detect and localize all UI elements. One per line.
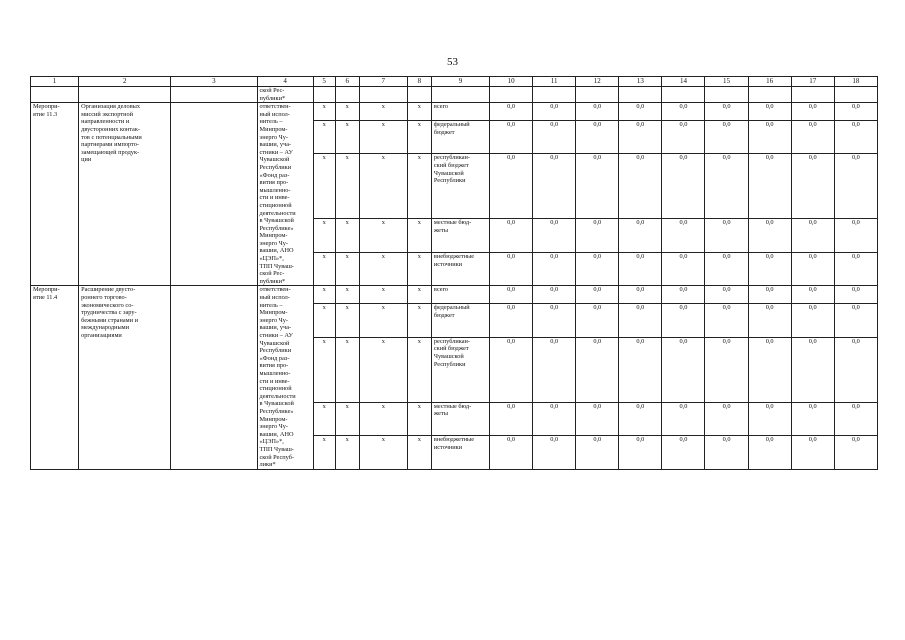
cell-line: ции [81, 156, 92, 164]
cell-line: ской Рес- [259, 270, 285, 278]
cell-line: федеральный [433, 304, 470, 312]
continuation-cell-13 [619, 87, 662, 103]
cell-line: ский бюджет [433, 345, 469, 353]
cell-line: федеральный [433, 120, 470, 128]
cell-line: вашии, уча- [259, 324, 292, 332]
funding-value: 0,0 [705, 402, 748, 436]
column-number-10: 10 [490, 77, 533, 87]
funding-value: 0,0 [490, 304, 533, 338]
funding-value: 0,0 [490, 337, 533, 402]
code-cell: x [313, 120, 335, 154]
cell-line: международными [81, 324, 130, 332]
cell-line: ТПП Чуваш- [259, 262, 294, 270]
cell-line: внебюджетные [433, 252, 475, 260]
funding-value: 0,0 [533, 103, 576, 121]
funding-value: 0,0 [619, 219, 662, 253]
code-cell: x [313, 219, 335, 253]
funding-value: 0,0 [748, 252, 791, 286]
continuation-cell-6 [335, 87, 359, 103]
cell-line: «ЦЭП»*, [259, 255, 284, 263]
funding-value: 0,0 [705, 154, 748, 219]
funding-value: 0,0 [791, 103, 834, 121]
measure-executors [257, 103, 313, 286]
funding-value: 0,0 [791, 304, 834, 338]
funding-source [431, 219, 489, 253]
funding-value: 0,0 [748, 103, 791, 121]
column-number-4: 4 [257, 77, 313, 87]
funding-value: 0,0 [490, 252, 533, 286]
code-cell: x [359, 436, 407, 470]
cell-line: Республики [259, 163, 292, 171]
program-funding-table [30, 76, 878, 470]
funding-value: 0,0 [834, 219, 877, 253]
funding-value: 0,0 [662, 304, 705, 338]
funding-value: 0,0 [705, 103, 748, 121]
funding-value: 0,0 [619, 103, 662, 121]
cell-line: публики* [259, 94, 286, 102]
funding-value: 0,0 [834, 436, 877, 470]
cell-line: в Чувашской [259, 400, 294, 408]
funding-value: 0,0 [662, 286, 705, 304]
funding-value: 0,0 [748, 402, 791, 436]
cell-line: сти и инве- [259, 194, 290, 202]
funding-value: 0,0 [791, 436, 834, 470]
table-row [31, 286, 878, 304]
code-cell: x [407, 252, 431, 286]
measure-code [31, 286, 79, 469]
funding-value: 0,0 [705, 219, 748, 253]
funding-value: 0,0 [748, 304, 791, 338]
cell-line: бежными странами и [81, 316, 138, 324]
cell-line: стники – АУ [259, 332, 293, 339]
funding-value: 0,0 [490, 402, 533, 436]
cell-line: роннего торгово- [81, 294, 127, 302]
cell-line: энерго Чу- [259, 423, 289, 431]
cell-line: Чувашской [259, 156, 290, 164]
cell-line: республикан- [433, 154, 471, 162]
continuation-cell-8 [407, 87, 431, 103]
column-number-17: 17 [791, 77, 834, 87]
funding-value: 0,0 [791, 402, 834, 436]
cell-line: ятие 11.4 [33, 294, 58, 302]
funding-value: 0,0 [533, 252, 576, 286]
code-cell: x [335, 402, 359, 436]
cell-line: Меропри- [33, 286, 60, 294]
funding-value: 0,0 [576, 219, 619, 253]
funding-value: 0,0 [748, 436, 791, 470]
funding-value: 0,0 [791, 252, 834, 286]
cell-line: Республики [433, 177, 466, 185]
funding-value: 0,0 [791, 120, 834, 154]
funding-value: 0,0 [705, 304, 748, 338]
funding-value: 0,0 [705, 436, 748, 470]
continuation-cell-3 [171, 87, 257, 103]
cell-line: энерго Чу- [259, 133, 289, 141]
cell-line: ский бюджет [433, 162, 469, 170]
funding-value: 0,0 [834, 304, 877, 338]
cell-line: местные бюд- [433, 402, 472, 410]
funding-value: 0,0 [490, 286, 533, 304]
funding-value: 0,0 [662, 402, 705, 436]
cell-line: Минпром- [259, 232, 288, 240]
cell-line: стники – АУ [259, 148, 293, 156]
funding-value: 0,0 [490, 120, 533, 154]
column-number-13: 13 [619, 77, 662, 87]
cell-line: Минпром- [259, 415, 288, 423]
continuation-cell-4 [257, 87, 313, 103]
cell-line: лики* [259, 461, 276, 469]
column-number-18: 18 [834, 77, 877, 87]
cell-line: деятельности [259, 392, 296, 400]
funding-value: 0,0 [576, 337, 619, 402]
cell-line: замещающей продук- [81, 148, 140, 156]
cell-line: ный испол- [259, 110, 290, 118]
cell-line: вашии, АНО [259, 247, 294, 255]
column-number-row [31, 77, 878, 87]
funding-value: 0,0 [533, 286, 576, 304]
cell-line: в Чувашской [259, 217, 294, 225]
code-cell: x [359, 402, 407, 436]
funding-source [431, 337, 489, 402]
code-cell: x [335, 219, 359, 253]
funding-value: 0,0 [834, 103, 877, 121]
funding-value: 0,0 [490, 103, 533, 121]
funding-value: 0,0 [748, 286, 791, 304]
funding-value: 0,0 [619, 154, 662, 219]
cell-line: ятие 11.3 [33, 110, 58, 118]
column-number-11: 11 [533, 77, 576, 87]
cell-line: Республике» [259, 224, 294, 232]
code-cell: x [407, 286, 431, 304]
funding-value: 0,0 [576, 436, 619, 470]
funding-source [431, 103, 489, 121]
continuation-cell-17 [791, 87, 834, 103]
code-cell: x [407, 436, 431, 470]
page-number: 53 [447, 56, 458, 68]
cell-line: ской Рес- [259, 87, 285, 94]
cell-line: сти и инве- [259, 377, 290, 385]
cell-line: Республики [433, 360, 466, 368]
cell-line: Чувашской [433, 352, 464, 360]
funding-value: 0,0 [834, 337, 877, 402]
measure-col3 [171, 103, 257, 286]
funding-value: 0,0 [662, 154, 705, 219]
funding-value: 0,0 [619, 286, 662, 304]
cell-line: ответствен- [259, 286, 291, 294]
column-number-6: 6 [335, 77, 359, 87]
code-cell: x [407, 120, 431, 154]
cell-line: Чувашской [433, 169, 464, 177]
table-body [31, 87, 878, 470]
column-number-12: 12 [576, 77, 619, 87]
column-number-15: 15 [705, 77, 748, 87]
funding-value: 0,0 [705, 120, 748, 154]
cell-line: бюджет [433, 311, 455, 319]
funding-value: 0,0 [791, 286, 834, 304]
cell-line: республикан- [433, 337, 471, 345]
cell-line: бюджет [433, 128, 455, 136]
cell-line: источники [433, 260, 463, 268]
column-number-8: 8 [407, 77, 431, 87]
code-cell: x [359, 103, 407, 121]
code-cell: x [313, 154, 335, 219]
funding-value: 0,0 [576, 304, 619, 338]
code-cell: x [313, 402, 335, 436]
funding-value: 0,0 [662, 120, 705, 154]
code-cell: x [407, 219, 431, 253]
cell-line: деятельности [259, 209, 296, 217]
cell-line: стиционной [259, 201, 292, 209]
funding-source [431, 120, 489, 154]
cell-line: энерго Чу- [259, 316, 289, 324]
code-cell: x [407, 103, 431, 121]
code-cell: x [359, 154, 407, 219]
funding-value: 0,0 [619, 436, 662, 470]
measure-col3 [171, 286, 257, 469]
measure-code [31, 103, 79, 286]
continuation-cell-7 [359, 87, 407, 103]
cell-line: ный испол- [259, 294, 290, 302]
cell-line: Республике» [259, 407, 294, 415]
cell-line: ской Респуб- [259, 453, 295, 461]
continuation-cell-11 [533, 87, 576, 103]
cell-line: Минпром- [259, 309, 288, 317]
funding-value: 0,0 [791, 337, 834, 402]
funding-value: 0,0 [619, 120, 662, 154]
cell-line: ТПП Чуваш- [259, 445, 294, 453]
code-cell: x [359, 337, 407, 402]
funding-value: 0,0 [748, 219, 791, 253]
funding-value: 0,0 [619, 304, 662, 338]
code-cell: x [335, 304, 359, 338]
code-cell: x [335, 436, 359, 470]
code-cell: x [313, 286, 335, 304]
funding-value: 0,0 [662, 252, 705, 286]
cell-line: вития про- [259, 179, 289, 187]
funding-source [431, 252, 489, 286]
code-cell: x [407, 337, 431, 402]
code-cell: x [407, 154, 431, 219]
code-cell: x [335, 120, 359, 154]
cell-line: направленности и [81, 118, 130, 126]
cell-line: двусторонних контак- [81, 125, 140, 133]
cell-line: всего [433, 103, 449, 111]
funding-value: 0,0 [533, 304, 576, 338]
funding-value: 0,0 [705, 286, 748, 304]
funding-value: 0,0 [533, 120, 576, 154]
cell-line: ответствен- [259, 103, 291, 111]
code-cell: x [313, 436, 335, 470]
code-cell: x [335, 154, 359, 219]
code-cell: x [407, 402, 431, 436]
cell-line: Минпром- [259, 125, 288, 133]
cell-line: экономического со- [81, 301, 134, 309]
cell-line: Меропри- [33, 103, 60, 111]
cell-line: Республики [259, 347, 292, 355]
code-cell: x [335, 286, 359, 304]
funding-value: 0,0 [576, 286, 619, 304]
funding-value: 0,0 [662, 436, 705, 470]
code-cell: x [313, 252, 335, 286]
code-cell: x [335, 337, 359, 402]
cell-line: вашии, уча- [259, 141, 292, 149]
column-number-2: 2 [79, 77, 171, 87]
cell-line: «Фонд раз- [259, 171, 290, 179]
cell-line: вашии, АНО [259, 430, 294, 438]
code-cell: x [359, 219, 407, 253]
cell-line: жеты [433, 227, 448, 234]
funding-value: 0,0 [619, 252, 662, 286]
continuation-cell-9 [431, 87, 489, 103]
code-cell: x [313, 337, 335, 402]
continuation-cell-5 [313, 87, 335, 103]
table-row [31, 103, 878, 121]
continuation-cell-2 [79, 87, 171, 103]
funding-value: 0,0 [705, 252, 748, 286]
continuation-cell-14 [662, 87, 705, 103]
funding-value: 0,0 [662, 219, 705, 253]
code-cell: x [359, 304, 407, 338]
funding-value: 0,0 [662, 337, 705, 402]
cell-line: вития про- [259, 362, 289, 370]
funding-value: 0,0 [705, 337, 748, 402]
funding-value: 0,0 [834, 252, 877, 286]
code-cell: x [313, 304, 335, 338]
code-cell: x [359, 120, 407, 154]
cell-line: жеты [433, 410, 448, 418]
funding-value: 0,0 [576, 402, 619, 436]
funding-source [431, 154, 489, 219]
funding-value: 0,0 [748, 337, 791, 402]
funding-value: 0,0 [619, 337, 662, 402]
funding-value: 0,0 [576, 252, 619, 286]
cell-line: внебюджетные [433, 436, 475, 444]
funding-source [431, 436, 489, 470]
funding-value: 0,0 [490, 436, 533, 470]
cell-line: Чувашской [259, 339, 290, 347]
funding-value: 0,0 [533, 154, 576, 219]
continuation-row [31, 87, 878, 103]
continuation-cell-16 [748, 87, 791, 103]
measure-name [79, 103, 171, 286]
funding-value: 0,0 [533, 219, 576, 253]
column-number-7: 7 [359, 77, 407, 87]
cell-line: Расширение двусто- [81, 286, 136, 294]
funding-value: 0,0 [834, 402, 877, 436]
funding-value: 0,0 [748, 120, 791, 154]
funding-source [431, 304, 489, 338]
column-number-16: 16 [748, 77, 791, 87]
cell-line: местные бюд- [433, 219, 472, 227]
cell-line: тов с потенциальными [81, 133, 142, 141]
continuation-cell-15 [705, 87, 748, 103]
cell-line: «ЦЭП»*, [259, 438, 284, 446]
continuation-cell-1 [31, 87, 79, 103]
cell-line: источники [433, 443, 463, 451]
cell-line: публики* [259, 277, 286, 285]
funding-value: 0,0 [533, 337, 576, 402]
cell-line: энерго Чу- [259, 239, 289, 247]
funding-value: 0,0 [533, 402, 576, 436]
funding-value: 0,0 [791, 219, 834, 253]
funding-value: 0,0 [748, 154, 791, 219]
code-cell: x [335, 252, 359, 286]
cell-line: стиционной [259, 385, 292, 393]
column-number-14: 14 [662, 77, 705, 87]
funding-value: 0,0 [576, 120, 619, 154]
cell-line: организациями [81, 332, 122, 339]
column-number-5: 5 [313, 77, 335, 87]
funding-value: 0,0 [834, 286, 877, 304]
funding-value: 0,0 [834, 154, 877, 219]
cell-line: мышленно- [259, 369, 291, 377]
code-cell: x [313, 103, 335, 121]
funding-value: 0,0 [576, 154, 619, 219]
funding-source [431, 286, 489, 304]
funding-value: 0,0 [834, 120, 877, 154]
funding-source [431, 402, 489, 436]
cell-line: всего [433, 286, 449, 294]
funding-value: 0,0 [576, 103, 619, 121]
column-number-9: 9 [431, 77, 489, 87]
measure-name [79, 286, 171, 469]
cell-line: «Фонд раз- [259, 354, 290, 362]
cell-line: трудничества с зару- [81, 309, 137, 317]
continuation-cell-12 [576, 87, 619, 103]
funding-value: 0,0 [533, 436, 576, 470]
cell-line: партнерами импорто- [81, 141, 139, 149]
cell-line: мышленно- [259, 186, 291, 194]
funding-value: 0,0 [490, 219, 533, 253]
measure-executors [257, 286, 313, 469]
column-number-3: 3 [171, 77, 257, 87]
code-cell: x [359, 286, 407, 304]
code-cell: x [359, 252, 407, 286]
cell-line: миссий экспортной [81, 110, 133, 118]
continuation-cell-18 [834, 87, 877, 103]
funding-value: 0,0 [490, 154, 533, 219]
code-cell: x [335, 103, 359, 121]
column-number-1: 1 [31, 77, 79, 87]
continuation-cell-10 [490, 87, 533, 103]
cell-line: Организация деловых [81, 103, 141, 111]
cell-line: нитель – [259, 118, 283, 126]
funding-value: 0,0 [619, 402, 662, 436]
code-cell: x [407, 304, 431, 338]
funding-value: 0,0 [662, 103, 705, 121]
funding-value: 0,0 [791, 154, 834, 219]
cell-line: нитель – [259, 301, 283, 309]
